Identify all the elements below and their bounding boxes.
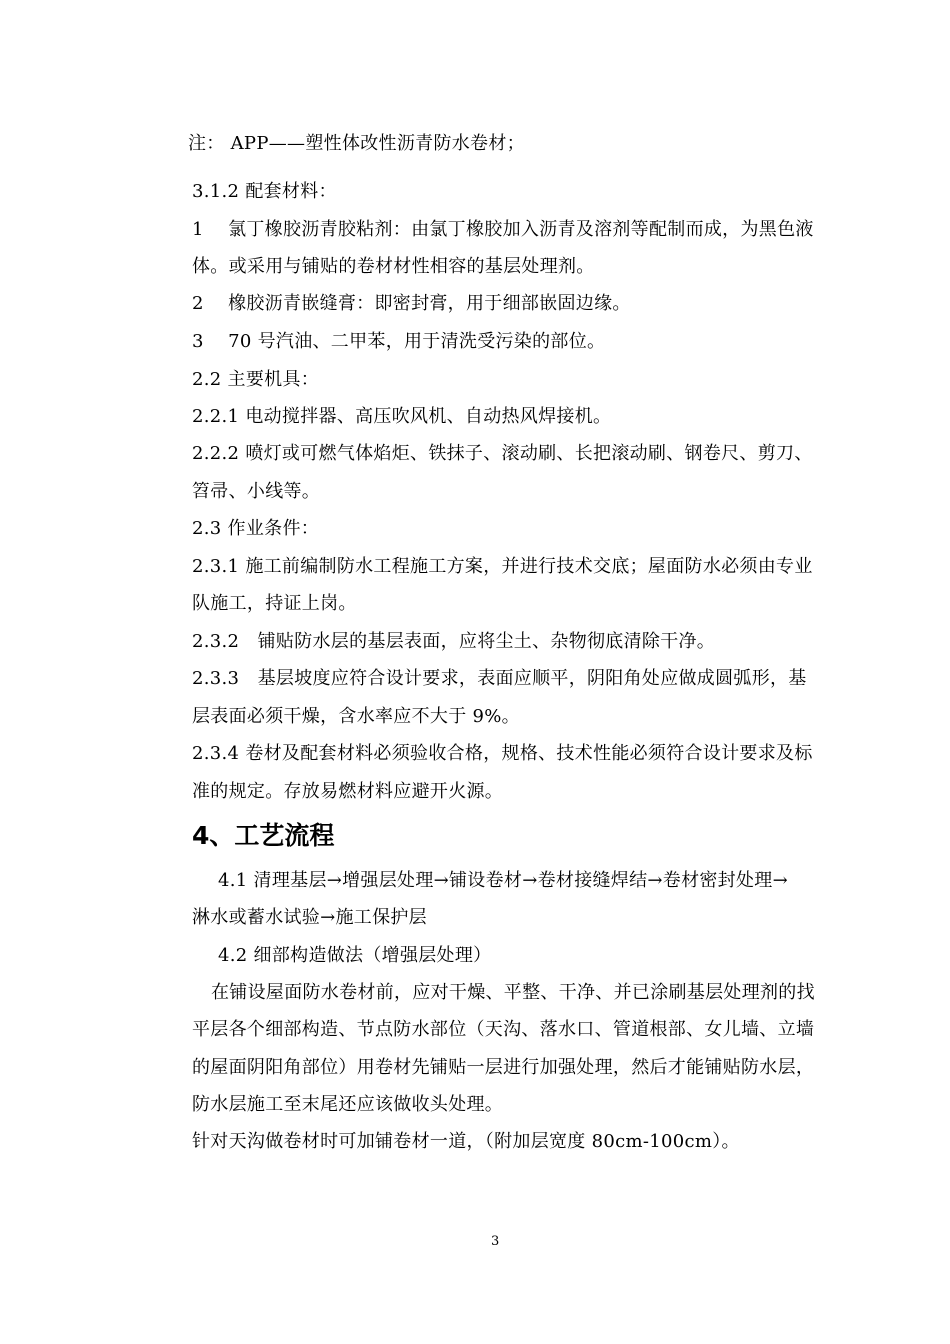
section-heading-4: 4、工艺流程	[192, 821, 335, 850]
section-2-2-2-line-1: 2.2.2 喷灯或可燃气体焰炬、铁抹子、滚动刷、长把滚动刷、钢卷尺、剪刀、	[192, 443, 813, 464]
last-line: 针对天沟做卷材时可加铺卷材一道，（附加层宽度 80cm-100cm）。	[192, 1131, 740, 1152]
section-4-1-line-2: 淋水或蓄水试验→施工保护层	[192, 907, 427, 928]
section-4-1-line-1: 4.1 清理基层→增强层处理→铺设卷材→卷材接缝焊结→卷材密封处理→	[218, 870, 788, 891]
section-2-3-1-line-1: 2.3.1 施工前编制防水工程施工方案，并进行技术交底；屋面防水必须由专业	[192, 556, 813, 577]
paragraph-line-4: 防水层施工至末尾还应该做收头处理。	[192, 1094, 504, 1115]
paragraph-line-2: 平层各个细部构造、节点防水部位（天沟、落水口、管道根部、女儿墙、立墙	[192, 1019, 815, 1040]
section-2-2-1: 2.2.1 电动搅拌器、高压吹风机、自动热风焊接机。	[192, 406, 612, 427]
section-2-3-2: 2.3.2 铺贴防水层的基层表面，应将尘土、杂物彻底清除干净。	[192, 631, 716, 652]
section-4-2: 4.2 细部构造做法（增强层处理）	[218, 945, 492, 966]
item-1-line-1: 1 氯丁橡胶沥青胶粘剂：由氯丁橡胶加入沥青及溶剂等配制而成，为黑色液	[192, 219, 814, 240]
section-2-3-3-line-2: 层表面必须干燥，含水率应不大于 9%。	[192, 706, 520, 727]
item-1-line-2: 体。或采用与铺贴的卷材材性相容的基层处理剂。	[192, 256, 595, 277]
paragraph-line-1: 在铺设屋面防水卷材前，应对干燥、平整、干净、并已涂刷基层处理剂的找	[211, 982, 815, 1003]
section-3-1-2: 3.1.2 配套材料：	[192, 181, 337, 202]
item-2: 2 橡胶沥青嵌缝膏：即密封膏，用于细部嵌固边缘。	[192, 293, 631, 314]
item-3: 3 70 号汽油、二甲苯，用于清洗受污染的部位。	[192, 331, 606, 352]
paragraph-line-3: 的屋面阴阳角部位）用卷材先铺贴一层进行加强处理，然后才能铺贴防水层，	[192, 1057, 815, 1078]
section-2-3: 2.3 作业条件：	[192, 518, 320, 539]
section-2-3-4-line-1: 2.3.4 卷材及配套材料必须验收合格，规格、技术性能必须符合设计要求及标	[192, 743, 813, 764]
note-line: 注： APP——塑性体改性沥青防水卷材；	[188, 133, 525, 154]
section-2-2: 2.2 主要机具：	[192, 369, 320, 390]
section-2-3-1-line-2: 队施工，持证上岗。	[192, 593, 357, 614]
section-2-2-2-line-2: 笤帚、小线等。	[192, 481, 321, 502]
section-2-3-4-line-2: 准的规定。存放易燃材料应避开火源。	[192, 781, 504, 802]
page-number: 3	[491, 1234, 500, 1249]
section-2-3-3-line-1: 2.3.3 基层坡度应符合设计要求，表面应顺平，阴阳角处应做成圆弧形，基	[192, 668, 807, 689]
